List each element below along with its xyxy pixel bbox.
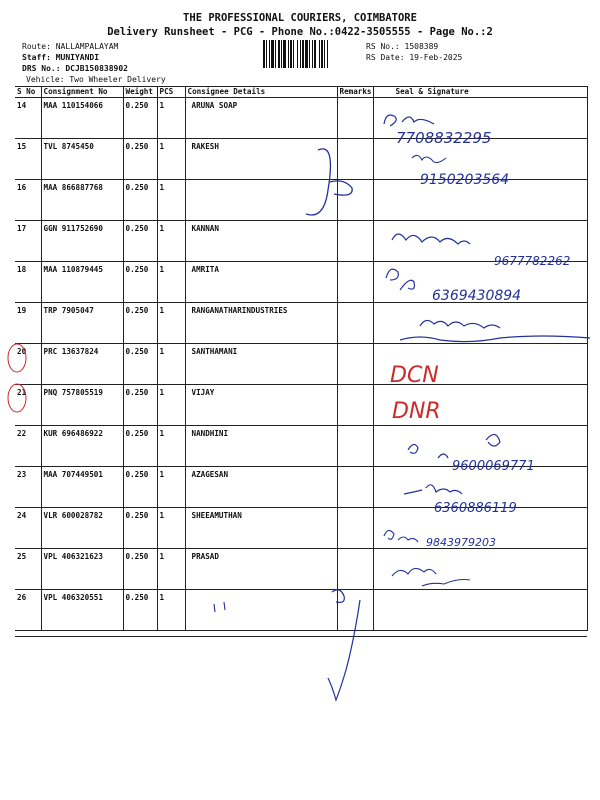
handwritten-phone-14: 7708832295 <box>396 129 492 147</box>
col-consignee: Consignee Details <box>185 87 337 98</box>
row-consignee: RAKESH <box>185 139 337 180</box>
handwritten-phone-18: 6369430894 <box>432 288 522 304</box>
row-consignee: ARUNA SOAP <box>185 98 337 139</box>
row-consignment-no: GGN 911752690 <box>41 221 123 262</box>
row-weight: 0.250 <box>123 467 157 508</box>
row-weight: 0.250 <box>123 426 157 467</box>
table-row <box>15 590 587 631</box>
row-consignee: SHEEAMUTHAN <box>185 508 337 549</box>
company-title: THE PROFESSIONAL COURIERS, COIMBATORE <box>183 12 417 24</box>
row-remarks <box>337 508 373 549</box>
col-sno: S No <box>15 87 41 98</box>
row-seal-signature <box>373 221 587 262</box>
row-seal-signature <box>373 98 587 139</box>
row-weight: 0.250 <box>123 344 157 385</box>
row-remarks <box>337 98 373 139</box>
table-row <box>15 180 587 221</box>
handwritten-phone-23: 6360886119 <box>434 501 517 516</box>
row-remarks <box>337 344 373 385</box>
row-sno: 26 <box>15 590 41 631</box>
row-seal-signature <box>373 467 587 508</box>
table-row <box>15 549 587 590</box>
row-remarks <box>337 426 373 467</box>
row-consignment-no: VLR 600028782 <box>41 508 123 549</box>
row-remarks <box>337 180 373 221</box>
table-row <box>15 262 587 303</box>
table-row <box>15 344 587 385</box>
row-seal-signature <box>373 303 587 344</box>
row-consignment-no: TRP 7905047 <box>41 303 123 344</box>
row-seal-signature <box>373 344 587 385</box>
row-remarks <box>337 262 373 303</box>
row-sno: 25 <box>15 549 41 590</box>
table-row <box>15 98 587 139</box>
staff-label: Staff: MUNIYANDI <box>22 53 100 62</box>
row-seal-signature <box>373 426 587 467</box>
table-header-row <box>15 87 587 98</box>
row-seal-signature <box>373 590 587 631</box>
row-seal-signature <box>373 549 587 590</box>
row-seal-signature <box>373 262 587 303</box>
table-row <box>15 508 587 549</box>
row-weight: 0.250 <box>123 221 157 262</box>
row-remarks <box>337 139 373 180</box>
row-pcs: 1 <box>157 508 185 549</box>
row-sno: 22 <box>15 426 41 467</box>
row-pcs: 1 <box>157 303 185 344</box>
row-seal-signature <box>373 180 587 221</box>
table-end-line <box>15 636 587 637</box>
table-row <box>15 385 587 426</box>
row-remarks <box>337 467 373 508</box>
drs-number: DRS No.: DCJB150838902 <box>22 64 128 73</box>
row-consignment-no: MAA 110154066 <box>41 98 123 139</box>
row-weight: 0.250 <box>123 139 157 180</box>
row-sno: 19 <box>15 303 41 344</box>
row-consignment-no: MAA 707449501 <box>41 467 123 508</box>
row-weight: 0.250 <box>123 385 157 426</box>
row-pcs: 1 <box>157 221 185 262</box>
row-pcs: 1 <box>157 385 185 426</box>
handwritten-phone-24: 9843979203 <box>426 536 496 549</box>
row-consignment-no: TVL 8745450 <box>41 139 123 180</box>
row-sno: 20 <box>15 344 41 385</box>
row-pcs: 1 <box>157 139 185 180</box>
row-consignee: PRASAD <box>185 549 337 590</box>
row-sno: 18 <box>15 262 41 303</box>
row-consignee <box>185 180 337 221</box>
row-sno: 15 <box>15 139 41 180</box>
row-seal-signature <box>373 139 587 180</box>
row-remarks <box>337 590 373 631</box>
row-consignment-no: VPL 406321623 <box>41 549 123 590</box>
vehicle-label: Vehicle: Two Wheeler Delivery <box>26 75 166 84</box>
row-sno: 21 <box>15 385 41 426</box>
barcode-icon <box>263 40 349 68</box>
row-remarks <box>337 303 373 344</box>
row-weight: 0.250 <box>123 303 157 344</box>
row-remarks <box>337 385 373 426</box>
row-pcs: 1 <box>157 590 185 631</box>
row-weight: 0.250 <box>123 262 157 303</box>
row-consignee: KANNAN <box>185 221 337 262</box>
row-seal-signature <box>373 508 587 549</box>
row-weight: 0.250 <box>123 98 157 139</box>
col-pcs: PCS <box>157 87 185 98</box>
row-pcs: 1 <box>157 344 185 385</box>
row-consignment-no: PRC 13637824 <box>41 344 123 385</box>
row-sno: 23 <box>15 467 41 508</box>
col-remarks: Remarks <box>337 87 373 98</box>
row-weight: 0.250 <box>123 590 157 631</box>
row-seal-signature <box>373 385 587 426</box>
row-weight: 0.250 <box>123 549 157 590</box>
row-consignment-no: PNQ 757805519 <box>41 385 123 426</box>
row-remarks <box>337 549 373 590</box>
row-consignee: VIJAY <box>185 385 337 426</box>
row-consignee: RANGANATHARINDUSTRIES <box>185 303 337 344</box>
runsheet-table <box>15 86 588 631</box>
table-row <box>15 303 587 344</box>
rs-date: RS Date: 19-Feb-2025 <box>366 53 463 62</box>
row-consignment-no: VPL 406320551 <box>41 590 123 631</box>
red-mark-20: DCN <box>390 363 439 388</box>
row-consignee: SANTHAMANI <box>185 344 337 385</box>
row-pcs: 1 <box>157 180 185 221</box>
row-pcs: 1 <box>157 262 185 303</box>
row-consignee: AMRITA <box>185 262 337 303</box>
row-weight: 0.250 <box>123 180 157 221</box>
table-row <box>15 426 587 467</box>
handwritten-phone-17: 9677782262 <box>494 254 571 268</box>
runsheet-title: Delivery Runsheet - PCG - Phone No.:0422-3505555 - Page No.:2 <box>107 26 493 38</box>
col-consignment-no: Consignment No <box>41 87 123 98</box>
handwritten-phone-15: 9150203564 <box>420 172 510 188</box>
row-consignee: NANDHINI <box>185 426 337 467</box>
row-weight: 0.250 <box>123 508 157 549</box>
col-seal-signature: Seal & Signature <box>373 87 587 98</box>
red-mark-21: DNR <box>392 399 441 424</box>
row-pcs: 1 <box>157 426 185 467</box>
table-row <box>15 467 587 508</box>
row-consignment-no: MAA 110879445 <box>41 262 123 303</box>
row-consignee <box>185 590 337 631</box>
row-sno: 17 <box>15 221 41 262</box>
row-pcs: 1 <box>157 467 185 508</box>
col-weight: Weight <box>123 87 157 98</box>
rs-number: RS No.: 1508389 <box>366 42 439 51</box>
handwritten-phone-22: 9600069771 <box>452 459 535 474</box>
row-pcs: 1 <box>157 549 185 590</box>
row-consignment-no: MAA 866887768 <box>41 180 123 221</box>
row-sno: 16 <box>15 180 41 221</box>
route-label: Route: NALLAMPALAYAM <box>22 42 119 51</box>
row-sno: 24 <box>15 508 41 549</box>
row-consignee: AZAGESAN <box>185 467 337 508</box>
row-remarks <box>337 221 373 262</box>
row-consignment-no: KUR 696486922 <box>41 426 123 467</box>
row-pcs: 1 <box>157 98 185 139</box>
row-sno: 14 <box>15 98 41 139</box>
table-row <box>15 221 587 262</box>
table-row <box>15 139 587 180</box>
